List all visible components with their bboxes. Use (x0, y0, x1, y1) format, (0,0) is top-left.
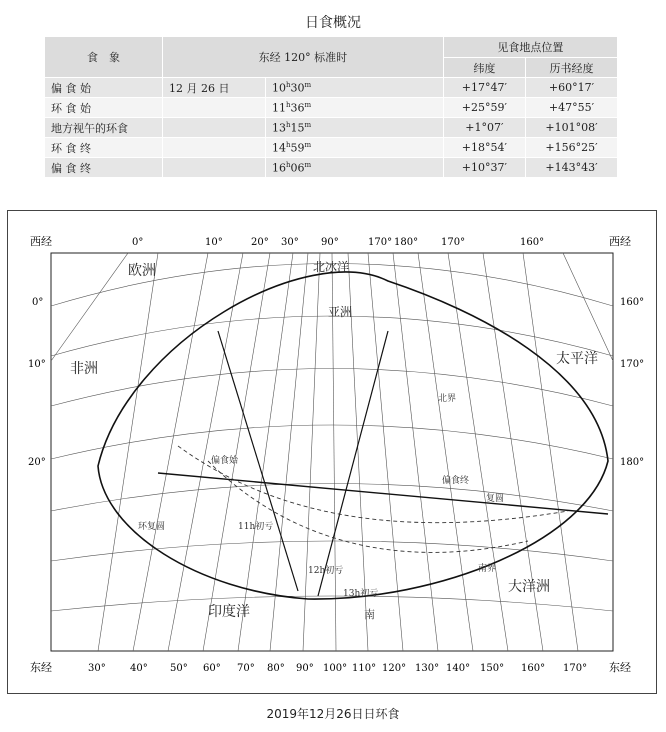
corner-label-top-left: 西经 (30, 235, 52, 248)
lat-cell: +1°07′ (443, 118, 525, 138)
lon-cell: +101°08′ (525, 118, 617, 138)
region-indian: 印度洋 (208, 604, 250, 620)
date-cell (163, 158, 266, 178)
lon-label: 170° (563, 663, 588, 674)
region-oceania: 大洋洲 (508, 579, 550, 595)
annotation-south-limit: 南界 (478, 564, 497, 574)
annotation-south: 南 (364, 608, 375, 621)
lat-label: 170° (620, 359, 645, 370)
region-pacific: 太平洋 (556, 351, 598, 367)
time-cell: 14$^h$59$^m$ (266, 138, 444, 158)
lat-label: 20° (28, 457, 46, 468)
col-lat-header: 纬度 (443, 58, 525, 78)
region-arctic: 北冰洋 (313, 260, 350, 274)
time-cell: 13$^h$15$^m$ (266, 118, 444, 138)
corner-label-top-right: 西经 (609, 235, 631, 248)
time-cell: 11$^h$36$^m$ (266, 98, 444, 118)
annotation-annular-end: 环复圆 (138, 522, 166, 532)
lon-label: 160° (521, 663, 546, 674)
lon-label: 160° (520, 237, 545, 248)
date-cell (163, 118, 266, 138)
map-svg (8, 211, 656, 693)
date-cell: 12 月 26 日 (163, 78, 266, 98)
col-phenomenon-header: 食 象 (45, 37, 163, 78)
lon-cell: +156°25′ (525, 138, 617, 158)
lon-cell: +47°55′ (525, 98, 617, 118)
lat-label: 160° (620, 297, 645, 308)
table-row (45, 138, 618, 158)
corner-label-bottom-right: 东经 (609, 661, 631, 674)
lon-label: 110° (352, 663, 377, 674)
lat-label: 10° (28, 359, 46, 370)
time-cell: 10$^h$30$^m$ (266, 78, 444, 98)
lon-label: 140° (446, 663, 471, 674)
map-caption: 2019年12月26日日环食 (266, 707, 400, 721)
eclipse-table (45, 37, 618, 178)
table-row (45, 158, 618, 178)
corner-label-bottom-left: 东经 (30, 661, 52, 674)
lat-cell: +18°54′ (443, 138, 525, 158)
region-asia: 亚洲 (328, 305, 353, 319)
table-row (45, 78, 618, 98)
lon-label: 130° (415, 663, 440, 674)
lon-label: 0° (132, 237, 144, 248)
table-row (45, 98, 618, 118)
lon-label: 170° (368, 237, 393, 248)
lon-cell: +60°17′ (525, 78, 617, 98)
date-cell (163, 98, 266, 118)
lat-cell: +17°47′ (443, 78, 525, 98)
lon-label: 100° (323, 663, 348, 674)
annotation-partial-end: 偏食终 (442, 476, 470, 486)
lat-cell: +10°37′ (443, 158, 525, 178)
top-lon-labels (132, 237, 544, 248)
lon-label: 30° (88, 663, 106, 674)
lon-label: 120° (382, 663, 407, 674)
lat-label: 0° (32, 297, 44, 308)
annotation-11h: 11h初亏 (238, 522, 274, 532)
lon-label: 90° (321, 237, 339, 248)
col-location-header: 见食地点位置 (443, 37, 617, 58)
side-lat-labels (28, 297, 644, 468)
lon-label: 50° (170, 663, 188, 674)
lat-label: 180° (620, 457, 645, 468)
col-time-header: 东经 120° 标准时 (163, 37, 444, 78)
annotation-12h: 12h初亏 (308, 566, 344, 576)
phenomenon-cell: 地方视午的环食 (45, 118, 163, 138)
annotation-north-limit: 北界 (438, 394, 457, 404)
phenomenon-cell: 环 食 始 (45, 98, 163, 118)
table-row (45, 118, 618, 138)
lon-label: 90° (296, 663, 314, 674)
annotation-partial-begin: 偏食始 (211, 456, 239, 466)
lon-label: 40° (130, 663, 148, 674)
lon-label: 70° (237, 663, 255, 674)
lon-label: 180° (394, 237, 419, 248)
annotation-13h: 13h初亏 (343, 589, 379, 599)
time-cell: 16$^h$06$^m$ (266, 158, 444, 178)
lon-label: 80° (267, 663, 285, 674)
date-cell (163, 138, 266, 158)
phenomenon-cell: 环 食 终 (45, 138, 163, 158)
eclipse-map (7, 210, 657, 694)
col-lon-header: 历书经度 (525, 58, 617, 78)
phenomenon-cell: 偏 食 始 (45, 78, 163, 98)
lon-label: 60° (203, 663, 221, 674)
region-africa: 非洲 (70, 361, 98, 377)
annotation-fuyuan: 复圆 (486, 494, 505, 504)
lon-label: 30° (281, 237, 299, 248)
lon-label: 150° (480, 663, 505, 674)
lon-label: 20° (251, 237, 269, 248)
region-europe: 欧洲 (128, 263, 156, 279)
lat-cell: +25°59′ (443, 98, 525, 118)
page-title: 日食概况 (305, 15, 361, 31)
lon-cell: +143°43′ (525, 158, 617, 178)
phenomenon-cell: 偏 食 终 (45, 158, 163, 178)
bottom-lon-labels (88, 663, 587, 674)
lon-label: 170° (441, 237, 466, 248)
lon-label: 10° (205, 237, 223, 248)
